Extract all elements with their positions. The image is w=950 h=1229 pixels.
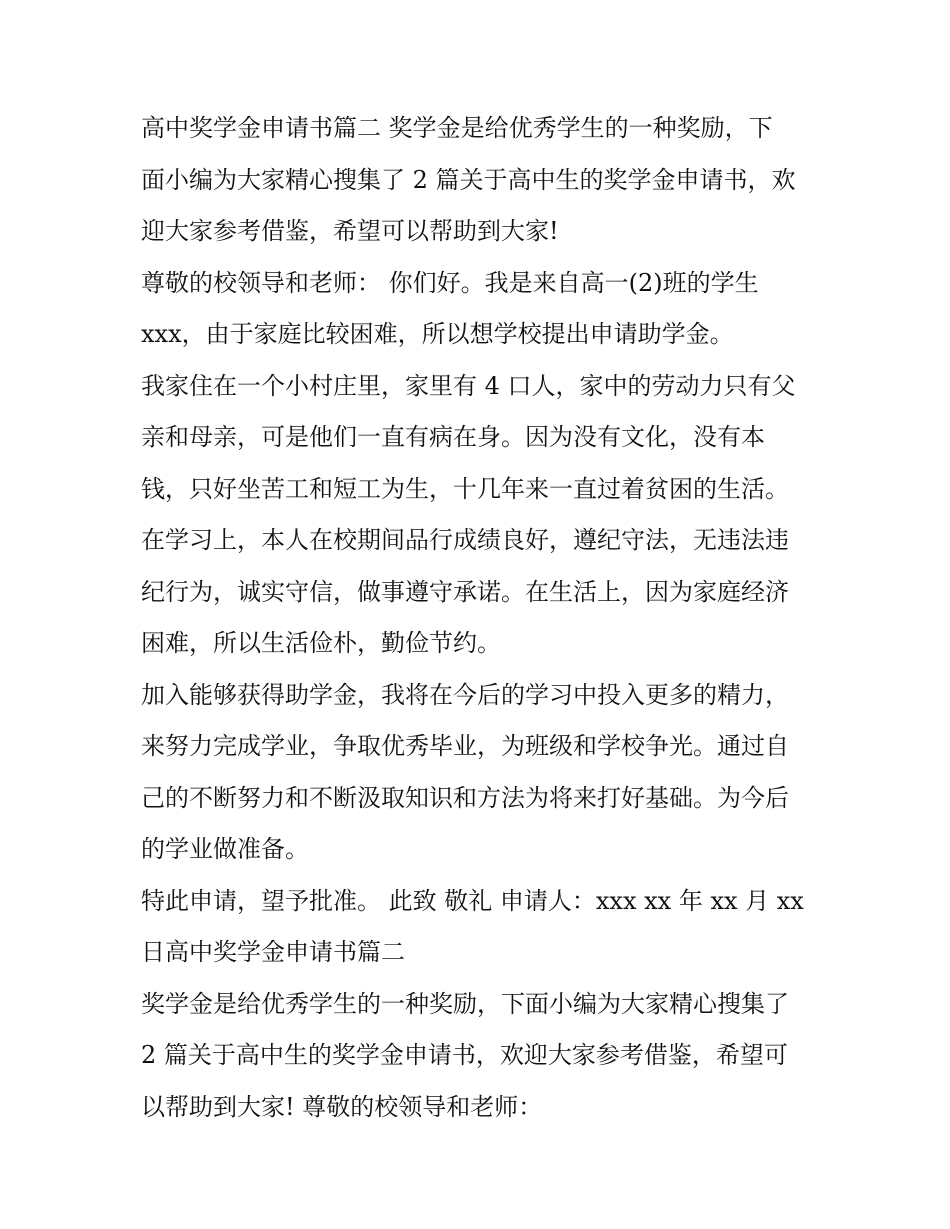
text-line: 亲和母亲，可是他们一直有病在身。因为没有文化，没有本 <box>141 423 765 451</box>
text-line: 日高中奖学金申请书篇二 <box>141 938 405 966</box>
text-line: 以帮助到大家! 尊敬的校领导和老师： <box>141 1092 543 1121</box>
text-line: 的学业做准备。 <box>141 835 309 863</box>
text-line: 面小编为大家精心搜集了 2 篇关于高中生的奖学金申请书，欢 <box>141 165 796 194</box>
text-line: 加入能够获得助学金，我将在今后的学习中投入更多的精力， <box>141 680 789 709</box>
text-line: 来努力完成学业，争取优秀毕业，为班级和学校争光。通过自 <box>141 732 789 760</box>
text-line: xxx，由于家庭比较困难，所以想学校提出申请助学金。 <box>141 320 734 348</box>
text-line: 奖学金是给优秀学生的一种奖励，下面小编为大家精心搜集了 <box>141 989 789 1018</box>
text-line: 2 篇关于高中生的奖学金申请书，欢迎大家参考借鉴，希望可 <box>141 1041 788 1069</box>
text-line: 纪行为，诚实守信，做事遵守承诺。在生活上，因为家庭经济 <box>141 577 789 606</box>
document-body <box>141 103 821 1133</box>
text-line: 尊敬的校领导和老师： 你们好。我是来自高一(2)班的学生 <box>141 268 759 297</box>
text-line: 困难，所以生活俭朴，勤俭节约。 <box>141 629 501 657</box>
text-line: 己的不断努力和不断汲取知识和方法为将来打好基础。为今后 <box>141 783 789 812</box>
text-line: 钱，只好坐苦工和短工为生，十几年来一直过着贫困的生活。 <box>141 474 789 503</box>
text-line: 迎大家参考借鉴，希望可以帮助到大家! <box>141 217 559 245</box>
text-line: 在学习上，本人在校期间品行成绩良好，遵纪守法，无违法违 <box>141 526 789 554</box>
text-line: 我家住在一个小村庄里，家里有 4 口人，家中的劳动力只有父 <box>141 371 796 400</box>
text-line: 特此申请，望予批准。 此致 敬礼 申请人：xxx xx 年 xx 月 xx <box>141 886 804 915</box>
text-line: 高中奖学金申请书篇二 奖学金是给优秀学生的一种奖励，下 <box>141 114 773 142</box>
